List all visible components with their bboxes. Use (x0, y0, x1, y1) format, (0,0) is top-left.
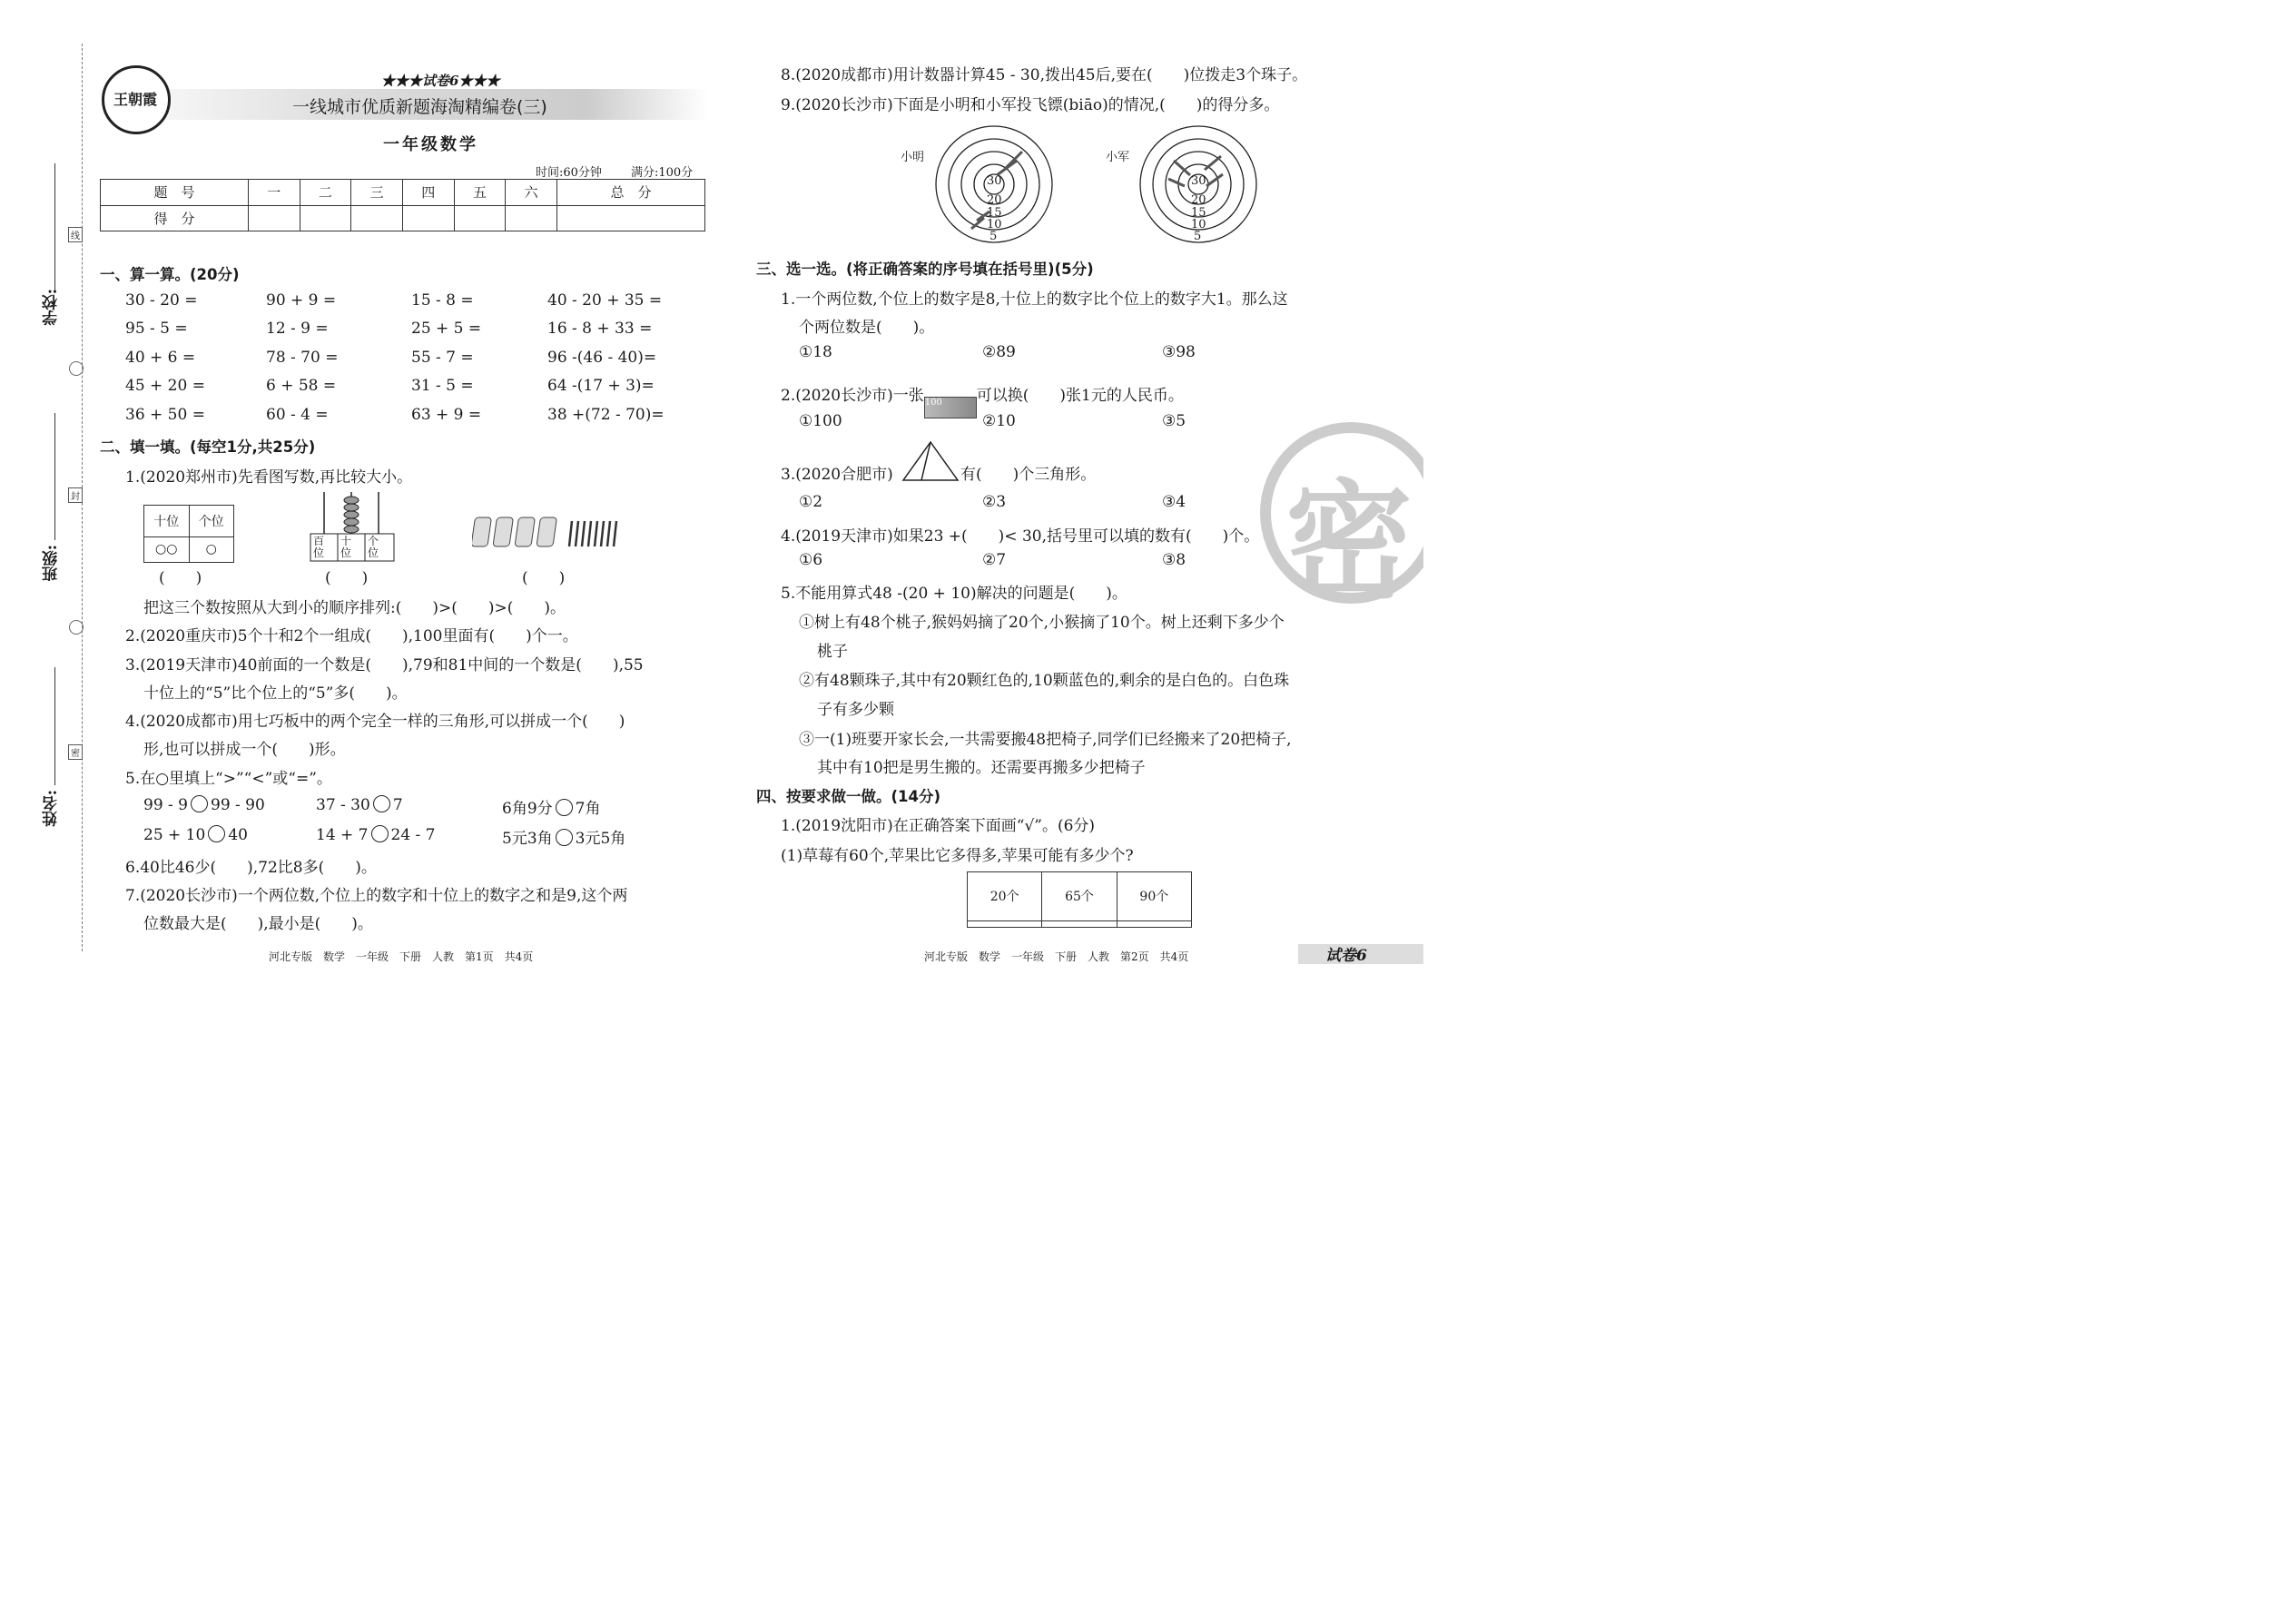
question-3-1: 1.一个两位数,个位上的数字是8,十位上的数字比个位上的数字大1。那么这 (781, 290, 1288, 309)
option-long[interactable]: ③一(1)班要开家长会,一共需要搬48把椅子,同学们已经搬来了20把椅子, (799, 731, 1292, 749)
question-2-6: 6.40比46少( ),72比8多( )。 (125, 859, 377, 877)
abacus-label: 百位 (313, 535, 325, 559)
option[interactable]: ③4 (1162, 493, 1186, 511)
answer-option: 20个 (968, 872, 1042, 921)
question-4-1: 1.(2019沈阳市)在正确答案下面画“√”。(6分) (781, 817, 1096, 835)
arithmetic-item: 40 - 20 + 35 = (547, 291, 663, 310)
option-long-cont: 桃子 (817, 643, 848, 661)
arithmetic-item: 55 - 7 = (411, 349, 474, 367)
binding-margin (0, 0, 95, 1008)
triangle-figure-icon (901, 440, 960, 482)
compare-circle[interactable] (556, 829, 573, 846)
compare-circle[interactable] (371, 825, 389, 842)
ring-score: 10 (1191, 218, 1206, 231)
arithmetic-item: 60 - 4 = (266, 406, 329, 424)
arithmetic-item: 63 + 9 = (411, 406, 482, 424)
question-2-7-cont: 位数最大是( ),最小是( )。 (143, 915, 373, 933)
arithmetic-item: 78 - 70 = (266, 349, 339, 367)
name-label: 姓名: (43, 790, 61, 827)
option-long-cont: 其中有10把是男生搬的。还需要再搬多少把椅子 (817, 759, 1146, 777)
compare-circle[interactable] (373, 795, 390, 812)
ring-score: 10 (987, 218, 1002, 231)
option[interactable]: ②10 (982, 412, 1016, 430)
section-2-title: 二、填一填。(每空1分,共25分) (100, 438, 316, 456)
score-cell[interactable] (557, 205, 705, 231)
score-header-cell: 五 (454, 180, 506, 206)
compare-circle[interactable] (191, 795, 208, 812)
score-header-cell: 六 (506, 180, 557, 206)
footer-right: 河北专版 数学 一年级 下册 人教 第2页 共4页 (924, 950, 1189, 963)
arithmetic-item: 25 + 5 = (411, 320, 482, 338)
question-3-3-suffix: 有( )个三角形。 (960, 466, 1097, 484)
option-long-cont: 子有多少颗 (817, 701, 894, 719)
dart-label-xiaoming: 小明 (901, 151, 925, 164)
score-label: 满分:100分 (631, 166, 694, 180)
arithmetic-item: 12 - 9 = (266, 320, 329, 338)
ring-score: 20 (987, 193, 1002, 207)
score-table (100, 179, 705, 231)
score-header-cell: 题 号 (101, 180, 249, 206)
compare-item: 37 - 30 7 (316, 796, 403, 814)
footer-tag: 试卷6 (1325, 947, 1367, 965)
score-cell[interactable] (454, 205, 506, 231)
compare-item: 14 + 7 24 - 7 (316, 826, 436, 844)
logo (102, 65, 171, 134)
option[interactable]: ③98 (1162, 343, 1196, 361)
place-header: 十位 (144, 506, 190, 537)
arithmetic-item: 15 - 8 = (411, 291, 474, 310)
score-header-cell: 总 分 (557, 180, 705, 206)
arithmetic-item: 95 - 5 = (125, 320, 188, 338)
name-field[interactable] (54, 667, 55, 785)
option[interactable]: ③8 (1162, 551, 1186, 569)
answer-option: 90个 (1117, 872, 1191, 921)
abacus-label: 个位 (368, 535, 379, 559)
option[interactable]: ①100 (799, 412, 842, 430)
order-question: 把这三个数按照从大到小的顺序排列:( )>( )>( )。 (143, 599, 566, 617)
score-cell[interactable] (300, 205, 351, 231)
seal-tag-seal: 封 (68, 487, 83, 503)
score-header-cell: 二 (300, 180, 351, 206)
score-cell[interactable] (506, 205, 557, 231)
compare-circle[interactable] (556, 799, 573, 816)
question-2-5: 5.在○里填上“>”“<”或“=”。 (125, 770, 332, 788)
banknote-icon: 100 (924, 397, 977, 418)
answer-blank[interactable]: ( ) (522, 569, 566, 587)
option-long[interactable]: ②有48颗珠子,其中有20颗红色的,10颗蓝色的,剩余的是白色的。白色珠 (799, 672, 1290, 690)
option[interactable]: ②3 (982, 493, 1007, 511)
score-cell[interactable] (248, 205, 300, 231)
arithmetic-item: 45 + 20 = (125, 377, 205, 395)
question-2-9: 9.(2020长沙市)下面是小明和小军投飞镖(biāo)的情况,( )的得分多。 (781, 96, 1280, 114)
section-1-title: 一、算一算。(20分) (100, 266, 240, 283)
score-row-label: 得 分 (101, 205, 249, 231)
question-2-2: 2.(2020重庆市)5个十和2个一组成( ),100里面有( )个一。 (125, 627, 578, 645)
compare-item: 25 + 10 40 (143, 826, 248, 844)
ring-score: 20 (1191, 193, 1206, 207)
option[interactable]: ②7 (982, 551, 1007, 569)
compare-item: 5元3角 3元5角 (502, 830, 626, 848)
stick-bundles-icon (472, 514, 622, 552)
option[interactable]: ③5 (1162, 412, 1186, 430)
score-header-cell: 三 (351, 180, 403, 206)
ring-score: 15 (1191, 206, 1206, 220)
question-2-4: 4.(2020成都市)用七巧板中的两个完全一样的三角形,可以拼成一个( ) (125, 713, 625, 731)
arithmetic-item: 40 + 6 = (125, 349, 196, 367)
question-3-2: 2.(2020长沙市)一张100 可以换( )张1元的人民币。 (781, 382, 1184, 418)
answer-blank[interactable]: ( ) (159, 569, 202, 587)
place-header: 个位 (189, 506, 234, 537)
score-cell[interactable] (402, 205, 454, 231)
paper-number (381, 71, 499, 90)
arithmetic-item: 36 + 50 = (125, 406, 205, 424)
place-value: ○ (189, 536, 234, 563)
class-label: 班级: (43, 545, 61, 582)
class-field[interactable] (54, 413, 55, 540)
question-2-4-cont: 形,也可以拼成一个( )形。 (143, 741, 346, 759)
abacus-label: 十位 (340, 535, 352, 559)
arithmetic-item: 96 -(46 - 40)= (547, 349, 657, 367)
ring-score: 15 (987, 206, 1002, 220)
seal-tag-secret: 密 (68, 744, 83, 760)
question-3-4: 4.(2019天津市)如果23 +( )< 30,括号里可以填的数有( )个。 (781, 527, 1260, 546)
question-2-1: 1.(2020郑州市)先看图写数,再比较大小。 (125, 468, 413, 487)
compare-item: 99 - 9 99 - 90 (143, 796, 265, 814)
stamp-text: 密 (1285, 468, 1413, 613)
school-label: 学校: (43, 289, 61, 326)
score-header-cell: 一 (248, 180, 300, 206)
option-long[interactable]: ①树上有48个桃子,猴妈妈摘了20个,小猴摘了10个。树上还剩下多少个 (799, 614, 1285, 632)
question-3-5: 5.不能用算式48 -(20 + 10)解决的问题是( )。 (781, 585, 1127, 603)
arithmetic-item: 38 +(72 - 70)= (547, 406, 665, 424)
answer-table (967, 871, 1192, 928)
arithmetic-item: 64 -(17 + 3)= (547, 377, 655, 395)
compare-circle[interactable] (208, 825, 225, 842)
arithmetic-item: 6 + 58 = (266, 377, 337, 395)
footer-left: 河北专版 数学 一年级 下册 人教 第1页 共4页 (269, 950, 534, 963)
confidential-stamp (1260, 422, 1423, 613)
option[interactable]: ②89 (982, 343, 1016, 361)
dart-label-xiaojun: 小军 (1106, 151, 1130, 164)
answer-blank[interactable]: ( ) (325, 569, 369, 587)
ring-score: 5 (989, 230, 998, 243)
seal-tag-line: 线 (68, 227, 83, 242)
ring-score: 30 (1191, 174, 1206, 188)
question-4-1-sub: (1)草莓有60个,苹果比它多得多,苹果可能有多少个? (781, 847, 1134, 865)
punch-hole-icon (69, 620, 84, 635)
option[interactable]: ①18 (799, 343, 832, 361)
compare-item: 6角9分 7角 (502, 800, 601, 818)
place-value: ○○ (144, 536, 190, 563)
ring-score: 30 (987, 174, 1002, 188)
arithmetic-item: 30 - 20 = (125, 291, 198, 310)
question-3-1-cont: 个两位数是( )。 (799, 319, 935, 337)
punch-hole-icon (69, 361, 84, 376)
section-4-title: 四、按要求做一做。(14分) (756, 788, 941, 805)
ring-score: 5 (1194, 230, 1202, 243)
option[interactable]: ①2 (799, 493, 823, 511)
subject-title: 一年级数学 (383, 135, 478, 154)
school-field[interactable] (54, 163, 55, 290)
time-label: 时间:60分钟 (536, 166, 602, 180)
arithmetic-item: 31 - 5 = (411, 377, 474, 395)
section-3-title: 三、选一选。(将正确答案的序号填在括号里)(5分) (756, 261, 1094, 278)
arithmetic-item: 90 + 9 = (266, 291, 337, 310)
question-2-3: 3.(2019天津市)40前面的一个数是( ),79和81中间的一个数是( ),55 (125, 656, 644, 674)
check-cell[interactable] (968, 920, 1042, 927)
logo-text: 王朝霞 (113, 91, 158, 108)
check-cell[interactable] (1117, 920, 1191, 927)
score-cell[interactable] (351, 205, 403, 231)
star-icon: ★★★ (458, 73, 500, 89)
star-icon: ★★★ (381, 73, 423, 89)
question-3-3-prefix: 3.(2020合肥市) (781, 466, 893, 484)
paper-number-text: 试卷6 (422, 73, 459, 89)
question-2-7: 7.(2020长沙市)一个两位数,个位上的数字和十位上的数字之和是9,这个两 (125, 887, 628, 905)
answer-option: 65个 (1042, 872, 1117, 921)
check-cell[interactable] (1042, 920, 1117, 927)
place-value-table (143, 505, 234, 563)
question-2-3-cont: 十位上的“5”比个位上的“5”多( )。 (143, 684, 408, 703)
arithmetic-item: 16 - 8 + 33 = (547, 320, 653, 338)
question-2-8: 8.(2020成都市)用计数器计算45 - 30,拨出45后,要在( )位拨走3个珠子。 (781, 66, 1308, 84)
option[interactable]: ①6 (799, 551, 823, 569)
exam-title: 一线城市优质新题海淘精编卷(三) (292, 97, 547, 117)
score-header-cell: 四 (402, 180, 454, 206)
